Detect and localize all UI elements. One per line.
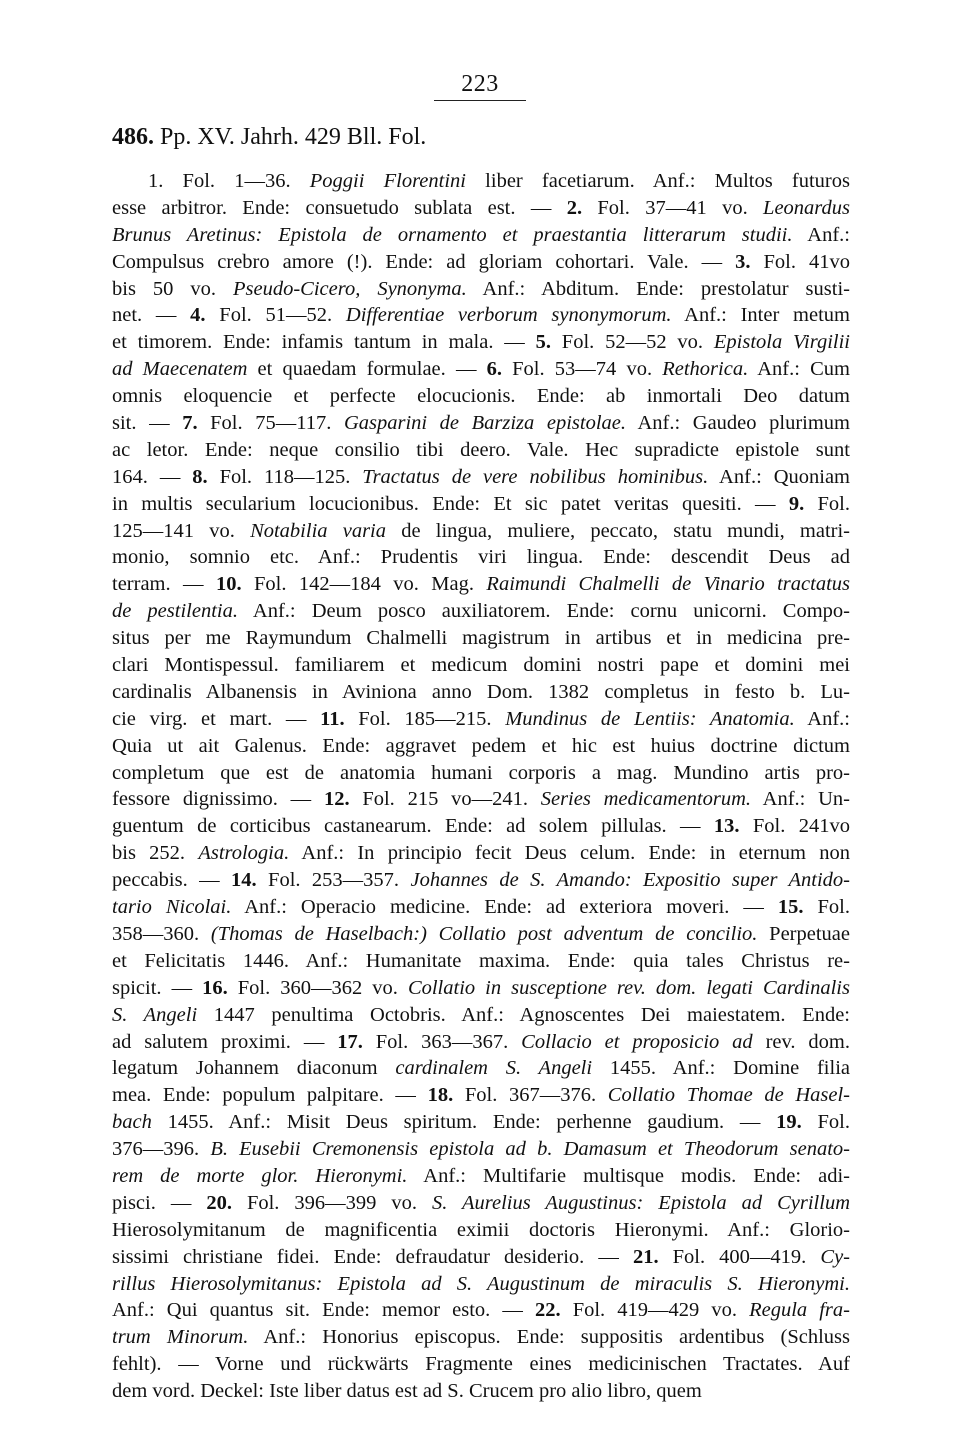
text-segment: tario Nicolai. [112,896,232,919]
text-segment: Cy- [820,1245,850,1268]
text-segment: 12. [323,788,350,811]
text-segment: Fol. 400—419. [658,1245,821,1268]
text-segment: 1455. Anf.: Domine filia [592,1057,850,1080]
text-segment: Rethorica. [662,358,749,381]
text-line [112,1002,850,1029]
text-segment: 5. [535,331,551,354]
text-segment: Collacio et proposicio ad [521,1030,753,1053]
text-segment: Fol. 118—125. [207,465,363,488]
text-segment: pisci. — [112,1191,207,1214]
text-segment: fehlt). — Vorne und rückwärts Fragmente eines medicinischen Tractates. Auf [112,1353,850,1376]
text-segment: bis 252. [112,842,199,865]
text-segment: 19. [776,1111,802,1134]
text-segment: ad salutem proximi. — [112,1030,338,1053]
text-segment: 4. [190,304,206,327]
text-line [112,410,850,437]
text-line [112,518,850,545]
text-segment: Fol. 37—41 vo. [582,196,764,219]
text-line [112,1271,850,1298]
text-segment: 10. [215,573,242,596]
text-line [112,760,850,787]
text-segment: Fol. [803,896,850,919]
text-segment: 22. [534,1299,561,1322]
text-segment: Fol. 367—376. [453,1084,608,1107]
text-segment: 9. [788,492,805,515]
text-segment: 8. [192,465,208,488]
text-line [112,1351,850,1378]
text-line [112,249,850,276]
text-segment: fessore dignissimo. — [112,788,324,811]
text-line [112,1082,850,1109]
text-segment: in multis secularium locucionibus. Ende: Et sic patet veritas quesiti. — [112,492,789,515]
text-segment: Fol. [804,492,851,515]
text-segment: Leonardus [763,196,850,219]
text-segment: net. — [112,304,191,327]
text-segment: 21. [632,1245,659,1268]
text-segment: 125—141 vo. [112,519,251,542]
text-segment: Anf.: Abditum. Ende: prestolatur susti- [466,277,850,300]
text-segment: Astrologia. [198,842,290,865]
text-line [112,813,850,840]
text-segment: Series medicamentorum. [540,788,752,811]
text-line [112,706,850,733]
text-segment: liber facetiarum. Anf.: Multos futuros [466,170,850,192]
text-segment: 1. Fol. 1—36. [148,170,310,192]
text-segment: Collatio Thomae de Hasel- [607,1084,850,1107]
text-line [112,679,850,706]
text-line [112,598,850,625]
page-number-rule [434,100,526,101]
entry-number: 486. [112,124,154,150]
text-segment: Fol. 215 vo—241. [349,788,541,811]
text-segment: Regula fra- [749,1299,850,1322]
text-segment: monio, somnio etc. Anf.: Prudentis viri lingua. Ende: descendit Deus ad [112,546,850,569]
text-segment: S. Aurelius Augustinus: Epistola ad Cyrillum [432,1191,851,1214]
text-line [112,1163,850,1190]
text-segment: de lingua, muliere, peccato, statu mundi, matri- [386,519,851,542]
text-segment: 18. [427,1084,454,1107]
text-line [112,437,850,464]
text-segment: spicit. — [112,976,203,999]
text-segment: rillus Hierosolymitanus: Epistola ad S. Augustinum de miraculis S. Hieronymi. [112,1272,850,1295]
text-line [112,195,850,222]
text-line [112,840,850,867]
text-segment: Fol. 241vo [739,815,850,838]
text-segment: Anf.: Gaudeo plurimum [626,412,850,435]
text-segment: Fol. 185—215. [344,707,506,730]
text-segment: 358—360. [112,922,211,945]
text-segment: 20. [206,1191,232,1214]
text-line [112,222,850,249]
text-segment: 11. [320,707,345,730]
text-line [112,894,850,921]
text-segment: S. Angeli [112,1003,198,1026]
text-segment: Poggii Florentini [309,170,466,192]
text-segment: Hierosolymitanum de magnificentia eximii doctoris Hieronymi. Anf.: Glorio- [112,1218,850,1241]
text-segment: situs per me Raymundum Chalmelli magistrum in artibus et in medicina pre- [112,627,850,650]
text-line [112,1297,850,1324]
text-segment: Anf.: Un- [751,788,850,811]
text-segment: Notabilia varia [250,519,387,542]
text-segment: mea. Ende: populum palpitare. — [112,1084,428,1107]
text-segment: (Thomas de Haselbach:) Collatio post adventum de concilio. [210,922,758,945]
text-line [112,276,850,303]
text-segment: 16. [202,976,228,999]
text-segment: Quia ut ait Galenus. Ende: aggravet pedem et hic est huius doctrine dictum [112,734,850,757]
text-line [112,383,850,410]
text-segment: cie virg. et mart. — [112,707,321,730]
text-segment: ac letor. Ende: neque consilio tibi deero. Vale. Hec supradicte epistole sunt [112,438,850,461]
text-segment: de pestilentia. [112,600,238,623]
text-segment: Anf.: In principio fecit Deus celum. Ende: in eternum non [289,842,850,865]
text-segment: 1455. Anf.: Misit Deus spiritum. Ende: perhenne gaudium. — [151,1111,777,1134]
text-segment: Epistola Virgilii [713,331,850,354]
text-line [112,921,850,948]
text-segment: Brunus Aretinus: Epistola de ornamento et praestantia litterarum studii. [112,223,793,246]
text-segment: Fol. 53—74 vo. [501,358,663,381]
text-segment: Fol. 41vo [750,250,850,273]
entry-heading-text: Pp. XV. Jahrh. 429 Bll. Fol. [160,124,427,150]
text-segment: Compulsus crebro amore (!). Ende: ad gloriam cohortari. Vale. — [112,250,736,273]
text-line [112,625,850,652]
text-segment: clari Montispessul. familiarem et medicum domini nostri pape et domini mei [112,654,850,677]
text-line [112,491,850,518]
text-line [112,544,850,571]
text-segment: Pseudo-Cicero, Synonyma. [233,277,467,300]
text-line [112,948,850,975]
text-segment: et quaedam formulae. — [247,358,487,381]
text-line [112,1244,850,1271]
text-line [112,302,850,329]
text-segment: Fol. 360—362 vo. [227,976,408,999]
text-segment: 3. [735,250,751,273]
text-segment: esse arbitror. Ende: consuetudo sublata est. — [112,196,567,219]
text-line [112,786,850,813]
text-segment: Fol. 396—399 vo. [231,1191,433,1214]
text-line [112,975,850,1002]
text-segment: 14. [231,869,257,892]
text-line [112,652,850,679]
text-segment: Anf.: Honorius episcopus. Ende: suppositis ardentibus (Schluss [248,1326,850,1349]
text-segment: Fol. 52—52 vo. [550,331,714,354]
text-segment: Anf.: Inter metum [671,304,850,327]
text-segment: sit. — [112,412,183,435]
text-segment: Differentiae verborum synonymorum. [345,304,672,327]
text-segment: Anf.: Deum posco auxiliatorem. Ende: cornu unicorni. Compo- [237,600,850,623]
text-segment: rev. dom. [752,1030,850,1053]
text-segment: ad Maecenatem [112,358,248,381]
text-line [112,1136,850,1163]
text-segment: 15. [777,896,804,919]
text-segment: 164. — [112,465,193,488]
text-segment: et Felicitatis 1446. Anf.: Humanitate maxima. Ende: quia tales Christus re- [112,949,850,972]
text-segment: Fol. 253—357. [256,869,411,892]
text-segment: legatum Johannem diaconum [112,1057,396,1080]
text-line [112,1378,850,1405]
entry-description [112,168,850,1405]
text-segment: 17. [337,1030,363,1053]
text-line [112,356,850,383]
text-segment: Anf.: Cum [748,358,850,381]
text-segment: omnis eloquencie et perfecte elocucionis. Ende: ab inmortali Deo datum [112,385,850,408]
text-segment: 1447 penultima Octobris. Anf.: Agnoscentes Dei maiestatem. Ende: [197,1003,850,1026]
text-line [112,571,850,598]
text-segment: et timorem. Ende: infamis tantum in mala. — [112,331,536,354]
text-line [112,867,850,894]
text-segment: Anf.: Multifarie multisque modis. Ende: adi- [407,1164,850,1187]
text-segment: Fol. 142—184 vo. Mag. [241,573,487,596]
text-segment: cardinalis Albanensis in Aviniona anno Dom. 1382 completus in festo b. Lu- [112,680,850,703]
text-segment: rem de morte glor. Hieronymi. [112,1164,408,1187]
text-segment: sissimi christiane fidei. Ende: defraudatur desiderio. — [112,1245,633,1268]
text-segment: completum que est de anatomia humani corporis a mag. Mundino artis pro- [112,761,850,784]
text-line [112,1324,850,1351]
text-segment: terram. — [112,573,216,596]
text-segment: 13. [713,815,740,838]
text-segment: Tractatus de vere nobilibus hominibus. [362,465,709,488]
text-segment: guentum de corticibus castanearum. Ende: ad solem pillulas. — [112,815,714,838]
text-segment: Anf.: Operacio medicine. Ende: ad exteriora moveri. — [231,896,778,919]
text-segment: 6. [486,358,502,381]
page-number: 223 [461,71,499,97]
text-segment: Anf.: Qui quantus sit. Ende: memor esto. — [112,1299,535,1322]
text-line [112,168,850,195]
text-line [112,1029,850,1056]
text-segment: Anf.: [794,707,851,730]
text-segment: 376—396. [112,1138,211,1161]
text-segment: Mundinus de Lentiis: Anatomia. [505,707,795,730]
text-segment: Collatio in susceptione rev. dom. legati Cardinalis [407,976,850,999]
text-line [112,1217,850,1244]
text-segment: Anf.: [792,223,850,246]
text-segment: Anf.: Quoniam [708,465,850,488]
text-segment: trum Minorum. [112,1326,249,1349]
text-segment: Perpetuae [757,922,850,945]
text-segment: Fol. 51—52. [205,304,346,327]
text-segment: bach [112,1111,152,1134]
text-segment: 2. [566,196,583,219]
text-segment: Johannes de S. Amando: Expositio super Antido- [410,869,850,892]
text-segment: Fol. 75—117. [197,412,344,435]
text-segment: bis 50 vo. [112,277,233,300]
text-segment: 7. [182,412,198,435]
text-line [112,1109,850,1136]
text-segment: Fol. [801,1111,850,1134]
entry-heading [112,122,852,152]
text-segment: dem vord. Deckel: Iste liber datus est ad S. Crucem pro alio libro, quem [112,1380,702,1403]
text-line [112,733,850,760]
text-segment: Gasparini de Barziza epistolae. [343,412,627,435]
text-line [112,1190,850,1217]
text-segment: Fol. 363—367. [362,1030,522,1053]
text-line [112,1055,850,1082]
text-segment: cardinalem S. Angeli [395,1057,593,1080]
text-line [112,464,850,491]
text-segment: Raimundi Chalmelli de Vinario tractatus [486,573,850,596]
text-segment: peccabis. — [112,869,232,892]
text-segment: B. Eusebii Cremonensis epistola ad b. Damasum et Theodorum senato- [210,1138,850,1161]
text-segment: Fol. 419—429 vo. [560,1299,750,1322]
text-line [112,329,850,356]
